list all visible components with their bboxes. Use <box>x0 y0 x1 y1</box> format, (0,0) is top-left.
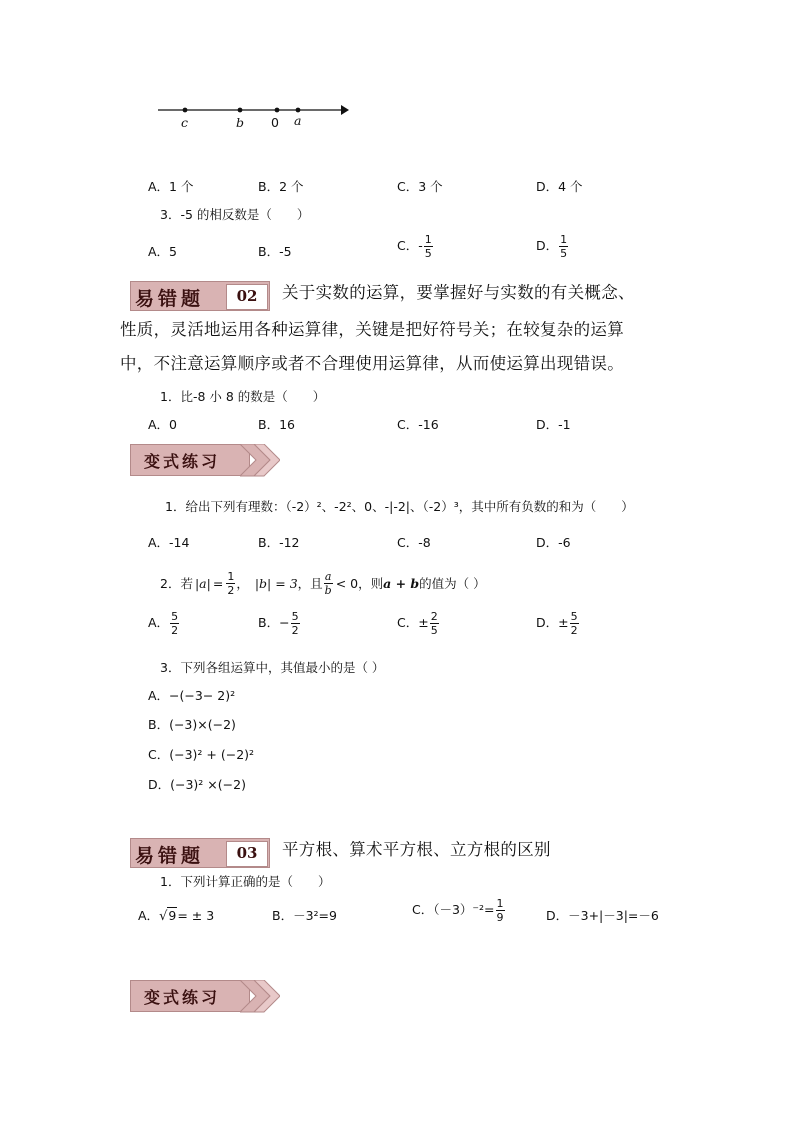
option-a: A．−(−3− 2)² <box>148 688 236 703</box>
option-d: D．－3+|－3|=－6 <box>546 908 659 923</box>
option-a: A．5 <box>148 244 178 259</box>
option-d: D．-1 <box>536 417 571 432</box>
option-b: B．16 <box>258 417 295 432</box>
option-b: B．2 个 <box>258 179 304 194</box>
option-a: A．1 个 <box>148 179 194 194</box>
section-banner-03 <box>130 838 270 868</box>
option-d: D．± $\frac{5}{2}$ <box>536 610 578 637</box>
section-description: 平方根、算术平方根、立方根的区别 <box>282 840 551 859</box>
option-c: C．（－3）⁻²= $\frac{1}{9}$ <box>412 897 504 924</box>
option-c: C．(−3)² + (−2)² <box>148 747 255 762</box>
option-c: C．± $\frac{2}{5}$ <box>397 610 438 637</box>
option-b: B．− $\frac{5}{2}$ <box>258 610 299 637</box>
option-c: C．- $\frac{1}{5}$ <box>397 233 432 260</box>
variant-practice-banner <box>130 980 278 1014</box>
option-b: B．-12 <box>258 535 300 550</box>
banner-title: 易错题 <box>135 288 205 310</box>
option-b: B．(−3)×(−2) <box>148 717 236 732</box>
option-a: A．√9= ± 3 <box>138 908 215 924</box>
point-label-zero: 0 <box>271 115 279 130</box>
option-a: A． $\frac{5}{2}$ <box>148 610 179 637</box>
option-c: C．-8 <box>397 535 431 550</box>
chevron-arrow-icon <box>240 980 280 1014</box>
banner-number: 03 <box>226 841 268 867</box>
option-c: C．-16 <box>397 417 439 432</box>
option-b: B．-5 <box>258 244 292 259</box>
question-stem: 3．下列各组运算中，其值最小的是（ ） <box>160 660 385 675</box>
option-c: C．3 个 <box>397 179 443 194</box>
option-d: D． $\frac{1}{5}$ <box>536 233 568 260</box>
point-label-a: a <box>294 113 302 128</box>
option-d: D．-6 <box>536 535 571 550</box>
chevron-arrow-icon <box>240 444 280 478</box>
section-description: 性质，灵活地运用各种运算律，关键是把好符号关；在较复杂的运算 <box>120 320 624 339</box>
option-a: A．0 <box>148 417 178 432</box>
point-label-c: c <box>181 115 189 130</box>
point-label-b: b <box>236 115 245 130</box>
variant-practice-banner <box>130 444 278 478</box>
banner-title: 易错题 <box>135 845 205 867</box>
question-stem: 1．下列计算正确的是（ ） <box>160 874 331 889</box>
question-stem: 3．-5 的相反数是（ ） <box>160 207 310 222</box>
question-stem: 2．若 |a| = $\frac{1}{2}$ ， |b| = 3 ，且 $\frac{a}{b}$ < 0 ，则 a + b 的值为（ ） <box>160 569 486 597</box>
section-description: 关于实数的运算，要掌握好与实数的有关概念、 <box>282 283 635 302</box>
option-b: B．－3²=9 <box>272 908 337 923</box>
option-d: D．(−3)² ×(−2) <box>148 777 246 792</box>
question-stem: 1．给出下列有理数：（-2）²、-2²、0、-|-2|、（-2）³，其中所有负数的和为（ ） <box>165 499 634 514</box>
option-d: D．4 个 <box>536 179 583 194</box>
question-stem: 1．比-8 小 8 的数是（ ） <box>160 389 326 404</box>
section-banner-02 <box>130 281 270 311</box>
option-a: A．-14 <box>148 535 190 550</box>
variant-label: 变式练习 <box>144 452 221 471</box>
section-description: 中，不注意运算顺序或者不合理使用运算律，从而使运算出现错误。 <box>120 354 624 373</box>
variant-label: 变式练习 <box>144 988 221 1007</box>
banner-number: 02 <box>226 284 268 310</box>
